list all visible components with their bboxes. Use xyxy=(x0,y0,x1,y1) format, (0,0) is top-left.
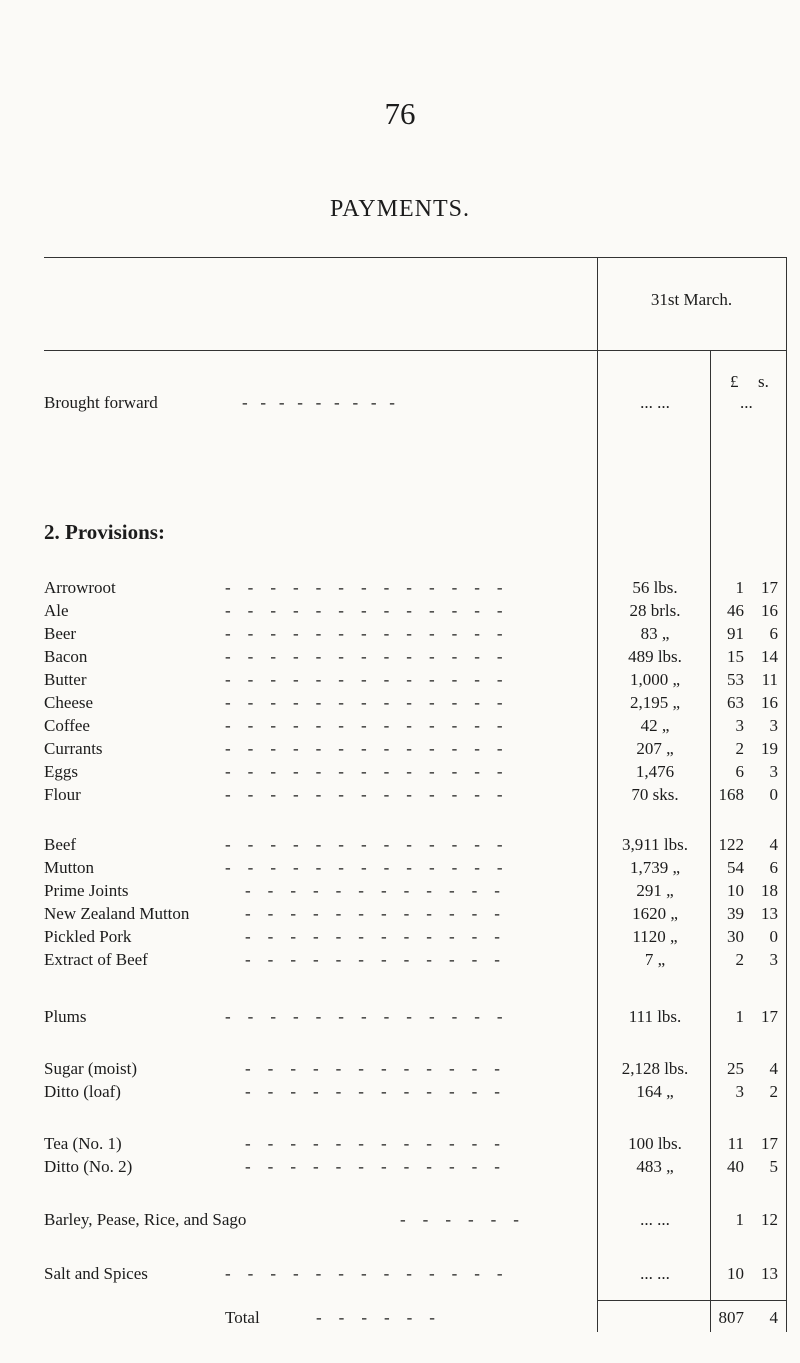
row-item: Coffee xyxy=(44,716,90,735)
row-pounds: 91 xyxy=(727,624,744,643)
leader-dashes: - - - - - - - - - - - - - xyxy=(225,647,503,666)
row-shillings: 6 xyxy=(769,624,778,643)
row-pounds: 2 xyxy=(735,739,744,758)
leader-dashes: - - - - - - - - - - - - - xyxy=(225,739,503,758)
section-title: 2. Provisions: xyxy=(44,520,165,544)
row-shillings: 3 xyxy=(769,762,778,781)
row-pounds: 3 xyxy=(735,716,744,735)
row-item: Mutton xyxy=(44,858,95,877)
row-item: Butter xyxy=(44,670,87,689)
row-pounds: 30 xyxy=(727,927,744,946)
leader-dashes: - - - - - - - - - - - - - xyxy=(225,1007,503,1026)
row-quantity: 1,739 „ xyxy=(629,858,681,877)
row-shillings: 16 xyxy=(761,601,778,620)
row-quantity: 3,911 lbs. xyxy=(622,835,688,854)
row-pounds: 40 xyxy=(727,1157,744,1176)
row-quantity: 164 „ xyxy=(636,1082,674,1101)
row-pounds: 46 xyxy=(727,601,744,620)
row-item: Barley, Pease, Rice, and Sago xyxy=(44,1210,247,1229)
row-pounds: 3 xyxy=(735,1082,744,1101)
leader-dashes: - - - - - - - - - - - - - xyxy=(225,670,503,689)
row-pounds: 15 xyxy=(727,647,744,666)
leader-dashes: - - - - - - xyxy=(400,1210,519,1229)
row-quantity: 83 „ xyxy=(640,624,670,643)
total-dashes: - - - - - - xyxy=(316,1308,435,1327)
row-shillings: 17 xyxy=(761,1134,778,1153)
row-quantity: 42 „ xyxy=(640,716,670,735)
row-item: Prime Joints xyxy=(44,881,129,900)
row-quantity: 291 „ xyxy=(636,881,674,900)
pounds-header: £ xyxy=(730,372,739,391)
row-shillings: 19 xyxy=(761,739,778,758)
leader-dashes: - - - - - - - - - - - - - xyxy=(225,835,503,854)
row-shillings: 4 xyxy=(769,835,778,854)
row-item: Flour xyxy=(44,785,81,804)
row-shillings: 17 xyxy=(761,578,778,597)
row-shillings: 16 xyxy=(761,693,778,712)
row-shillings: 11 xyxy=(761,670,778,689)
row-pounds: 25 xyxy=(727,1059,744,1078)
leader-dashes: - - - - - - - - - - - - xyxy=(245,1059,500,1078)
row-pounds: 39 xyxy=(727,904,744,923)
total-label: Total xyxy=(225,1308,260,1327)
row-shillings: 0 xyxy=(769,785,778,804)
column-header: 31st March. xyxy=(650,290,733,309)
brought-forward-label: Brought forward xyxy=(44,393,158,412)
right-border xyxy=(786,257,787,1332)
row-item: Plums xyxy=(44,1007,87,1026)
leader-dashes: - - - - - - - - - - - - xyxy=(245,1082,500,1101)
row-item: New Zealand Mutton xyxy=(44,904,190,923)
row-item: Arrowroot xyxy=(44,578,116,597)
shillings-header: s. xyxy=(758,372,769,391)
total-pounds: 807 xyxy=(718,1308,744,1327)
brought-forward-amount: ... xyxy=(740,393,753,412)
page-number: 76 xyxy=(384,96,416,131)
row-pounds: 53 xyxy=(727,670,744,689)
row-item: Sugar (moist) xyxy=(44,1059,138,1078)
row-item: Beer xyxy=(44,624,77,643)
row-shillings: 13 xyxy=(761,1264,778,1283)
row-item: Currants xyxy=(44,739,103,758)
row-shillings: 5 xyxy=(769,1157,778,1176)
row-shillings: 12 xyxy=(761,1210,778,1229)
row-quantity: 1620 „ xyxy=(632,904,678,923)
leader-dashes: - - - - - - - - - - - - xyxy=(245,927,500,946)
leader-dashes: - - - - - - - - - - - - - xyxy=(225,762,503,781)
leader-dashes: - - - - - - - - - - - - xyxy=(245,904,500,923)
table-top-rule xyxy=(44,257,786,258)
row-quantity: 1,476 xyxy=(635,762,675,781)
leader-dashes: - - - - - - - - - - - - - xyxy=(225,1264,503,1283)
row-quantity: 2,128 lbs. xyxy=(621,1059,689,1078)
row-quantity: 489 lbs. xyxy=(628,647,682,666)
row-pounds: 122 xyxy=(718,835,744,854)
row-shillings: 14 xyxy=(761,647,778,666)
row-quantity: 70 sks. xyxy=(631,785,679,804)
row-item: Beef xyxy=(44,835,77,854)
leader-dashes: - - - - - - - - - - - - - xyxy=(225,693,503,712)
row-shillings: 3 xyxy=(769,716,778,735)
row-quantity: 2,195 „ xyxy=(629,693,681,712)
row-shillings: 3 xyxy=(769,950,778,969)
row-quantity: 1120 „ xyxy=(632,927,678,946)
row-item: Salt and Spices xyxy=(44,1264,148,1283)
row-quantity: ... ... xyxy=(640,1264,670,1283)
row-quantity: 7 „ xyxy=(644,950,666,969)
leader-dashes: - - - - - - - - - - - - - xyxy=(225,601,503,620)
leader-dashes: - - - - - - - - - - - - - xyxy=(225,785,503,804)
row-quantity: 1,000 „ xyxy=(629,670,681,689)
total-shillings: 4 xyxy=(769,1308,778,1327)
row-shillings: 13 xyxy=(761,904,778,923)
leader-dashes: - - - - - - - - - - - - - xyxy=(225,578,503,597)
row-item: Ditto (loaf) xyxy=(44,1082,121,1101)
row-pounds: 10 xyxy=(727,1264,744,1283)
row-quantity: 100 lbs. xyxy=(628,1134,682,1153)
leader-dashes: - - - - - - - - - - - - xyxy=(245,950,500,969)
row-item: Cheese xyxy=(44,693,94,712)
leader-dashes: - - - - - - - - - - - - - xyxy=(225,716,503,735)
row-quantity: 111 lbs. xyxy=(628,1007,682,1026)
leader-dashes: - - - - - - - - - - - - xyxy=(245,1134,500,1153)
leader-dashes: - - - - - - - - - - - - xyxy=(245,881,500,900)
leader-dashes: - - - - - - - - - - - - - xyxy=(225,858,503,877)
row-item: Ditto (No. 2) xyxy=(44,1157,133,1176)
row-shillings: 0 xyxy=(769,927,778,946)
header-rule xyxy=(44,350,786,351)
leader-dashes: - - - - - - - - - - - - xyxy=(245,1157,500,1176)
row-shillings: 18 xyxy=(761,881,778,900)
row-item: Ale xyxy=(44,601,69,620)
row-quantity: 483 „ xyxy=(636,1157,674,1176)
page-title: PAYMENTS. xyxy=(330,196,470,222)
row-pounds: 1 xyxy=(735,578,744,597)
row-pounds: 1 xyxy=(735,1007,744,1026)
row-quantity: ... ... xyxy=(640,1210,670,1229)
row-shillings: 17 xyxy=(761,1007,778,1026)
row-shillings: 4 xyxy=(769,1059,778,1078)
row-shillings: 6 xyxy=(769,858,778,877)
row-pounds: 63 xyxy=(727,693,744,712)
row-quantity: 207 „ xyxy=(636,739,674,758)
brought-forward-qty: ... ... xyxy=(640,393,670,412)
row-quantity: 28 brls. xyxy=(629,601,681,620)
row-pounds: 11 xyxy=(727,1134,744,1153)
row-shillings: 2 xyxy=(769,1082,778,1101)
row-pounds: 168 xyxy=(718,785,744,804)
row-quantity: 56 lbs. xyxy=(632,578,678,597)
row-pounds: 10 xyxy=(727,881,744,900)
row-item: Eggs xyxy=(44,762,78,781)
row-item: Extract of Beef xyxy=(44,950,148,969)
row-item: Bacon xyxy=(44,647,88,666)
row-pounds: 6 xyxy=(735,762,744,781)
row-pounds: 1 xyxy=(735,1210,744,1229)
total-rule xyxy=(597,1300,786,1301)
row-item: Pickled Pork xyxy=(44,927,132,946)
leader-dashes: - - - - - - - - - xyxy=(242,393,395,412)
row-pounds: 54 xyxy=(727,858,744,877)
row-pounds: 2 xyxy=(735,950,744,969)
row-item: Tea (No. 1) xyxy=(44,1134,122,1153)
leader-dashes: - - - - - - - - - - - - - xyxy=(225,624,503,643)
